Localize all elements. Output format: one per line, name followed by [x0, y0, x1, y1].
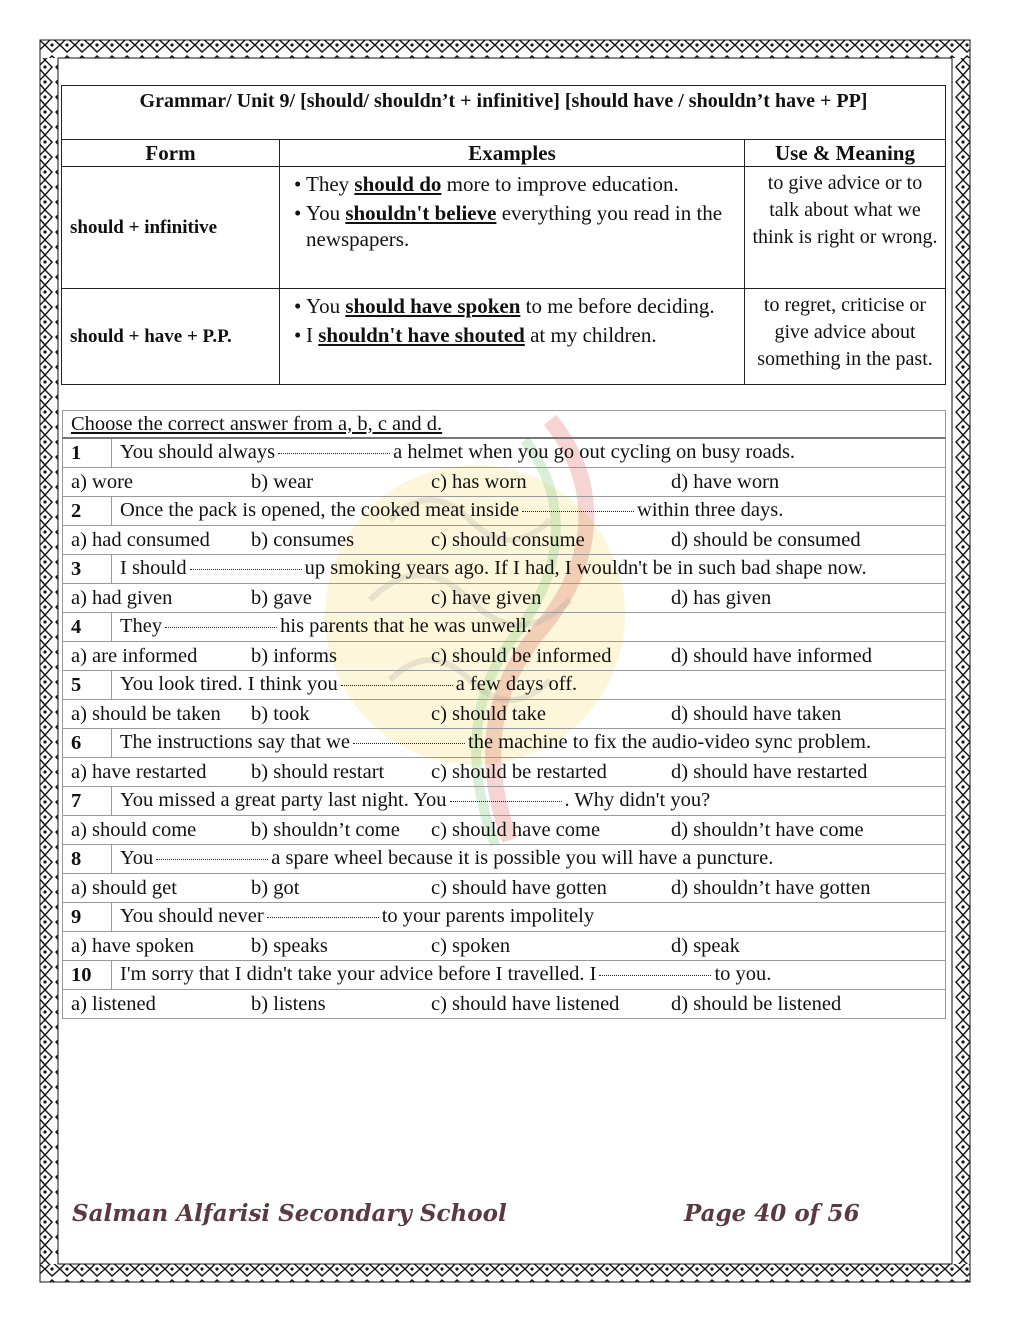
grammar-table	[61, 85, 946, 385]
bullet-icon: •	[294, 323, 302, 347]
option-b[interactable]: b) wear	[251, 470, 314, 493]
option-a[interactable]: a) are informed	[71, 644, 198, 667]
option-c[interactable]: c) should have come	[431, 818, 601, 841]
question-stem: to you.	[714, 963, 772, 985]
option-c[interactable]: c) should have listened	[431, 992, 620, 1015]
options-row	[63, 584, 946, 613]
question-stem: within three days.	[637, 499, 784, 521]
bullet-icon: •	[294, 294, 302, 318]
option-c[interactable]: c) should be informed	[431, 644, 612, 667]
option-b[interactable]: b) should restart	[251, 760, 385, 783]
question-stem: his parents that he was unwell.	[280, 615, 532, 637]
footer-school-name: Salman Alfarisi Secondary School	[72, 1200, 507, 1227]
option-b[interactable]: b) listens	[251, 992, 326, 1015]
option-a[interactable]: a) have spoken	[71, 934, 194, 957]
answer-blank[interactable]	[190, 555, 302, 570]
option-c[interactable]: c) should take	[431, 702, 546, 725]
option-a[interactable]: a) should come	[71, 818, 197, 841]
option-c[interactable]: c) should have gotten	[431, 876, 607, 899]
example-line	[294, 322, 738, 348]
example-keyword: shouldn't believe	[345, 201, 497, 225]
bullet-icon: •	[294, 201, 302, 225]
option-b[interactable]: b) informs	[251, 644, 337, 667]
question-row	[63, 613, 946, 642]
question-stem: They	[120, 615, 163, 637]
options-row	[63, 758, 946, 787]
grammar-row	[62, 289, 946, 385]
question-text	[112, 438, 946, 468]
option-d[interactable]: d) shouldn’t have gotten	[671, 876, 871, 899]
option-a[interactable]: a) should be taken	[71, 702, 221, 725]
option-d[interactable]: d) should be consumed	[671, 528, 861, 551]
use-cell: to give advice or to talk about what we think is right or wrong.	[745, 167, 946, 289]
quiz-table	[62, 410, 946, 1019]
option-a[interactable]: a) listened	[71, 992, 156, 1015]
question-row	[63, 903, 946, 932]
option-a[interactable]: a) should get	[71, 876, 177, 899]
options-row	[63, 816, 946, 845]
question-text	[112, 555, 946, 584]
answer-blank[interactable]	[267, 903, 379, 918]
question-stem: a few days off.	[455, 673, 578, 695]
footer-page-number: Page 40 of 56	[684, 1200, 860, 1227]
options-row	[63, 990, 946, 1019]
example-line	[294, 293, 738, 319]
example-line	[294, 171, 738, 197]
question-text	[112, 613, 946, 642]
options-row	[63, 700, 946, 729]
grammar-header-row	[62, 140, 946, 167]
question-stem: the machine to fix the audio-video sync problem.	[468, 731, 872, 753]
option-d[interactable]: d) should be listened	[671, 992, 842, 1015]
question-stem: The instructions say that we	[120, 731, 351, 753]
example-keyword: should do	[354, 172, 442, 196]
option-d[interactable]: d) speak	[671, 934, 740, 957]
question-text	[112, 497, 946, 526]
question-number: 1	[63, 438, 112, 468]
option-d[interactable]: d) shouldn’t have come	[671, 818, 864, 841]
option-c[interactable]: c) spoken	[431, 934, 511, 957]
question-stem: I'm sorry that I didn't take your advice before I travelled. I	[120, 963, 597, 985]
example-keyword: shouldn't have shouted	[318, 323, 525, 347]
question-stem: You look tired. I think you	[120, 673, 338, 695]
question-number: 10	[63, 961, 112, 990]
question-text	[112, 729, 946, 758]
example-keyword: should have spoken	[345, 294, 521, 318]
answer-blank[interactable]	[599, 961, 711, 976]
option-d[interactable]: d) have worn	[671, 470, 780, 493]
option-a[interactable]: a) have restarted	[71, 760, 207, 783]
header-form: Form	[62, 140, 280, 167]
question-row	[63, 787, 946, 816]
question-row	[63, 671, 946, 700]
question-text	[112, 903, 946, 932]
option-d[interactable]: d) should have taken	[671, 702, 842, 725]
option-d[interactable]: d) should have restarted	[671, 760, 868, 783]
option-b[interactable]: b) shouldn’t come	[251, 818, 400, 841]
option-a[interactable]: a) wore	[71, 470, 134, 493]
question-number: 9	[63, 903, 112, 932]
question-stem: . Why didn't you?	[564, 789, 711, 811]
answer-blank[interactable]	[165, 613, 277, 628]
example-text: I	[306, 323, 319, 347]
answer-blank[interactable]	[353, 729, 465, 744]
question-stem: You missed a great party last night. You	[120, 789, 447, 811]
option-c[interactable]: c) should be restarted	[431, 760, 607, 783]
option-b[interactable]: b) got	[251, 876, 300, 899]
option-b[interactable]: b) gave	[251, 586, 312, 609]
question-number: 5	[63, 671, 112, 700]
option-d[interactable]: d) has given	[671, 586, 772, 609]
question-number: 3	[63, 555, 112, 584]
example-text: to me before deciding.	[520, 294, 715, 318]
options-row	[63, 526, 946, 555]
question-row	[63, 555, 946, 584]
form-cell: should + have + P.P.	[62, 289, 280, 385]
bullet-icon: •	[294, 172, 302, 196]
question-stem: up smoking years ago. If I had, I wouldn't be in such bad shape now.	[304, 557, 867, 579]
example-text: They	[306, 172, 355, 196]
question-stem: Once the pack is opened, the cooked meat inside	[120, 499, 520, 521]
quiz-instruction: Choose the correct answer from a, b, c and d.	[63, 411, 946, 439]
options-row	[63, 932, 946, 961]
grammar-title: Grammar/ Unit 9/ [should/ shouldn’t + infinitive] [should have / shouldn’t have + PP]	[62, 86, 946, 140]
question-stem: You should always	[120, 441, 276, 463]
grammar-row	[62, 167, 946, 289]
options-row	[63, 642, 946, 671]
header-examples: Examples	[280, 140, 745, 167]
question-row	[63, 497, 946, 526]
option-a[interactable]: a) had given	[71, 586, 173, 609]
question-number: 4	[63, 613, 112, 642]
header-use: Use & Meaning	[745, 140, 946, 167]
form-cell: should + infinitive	[62, 167, 280, 289]
question-stem: I should	[120, 557, 187, 579]
question-stem: You should never	[120, 905, 264, 927]
answer-blank[interactable]	[278, 439, 390, 454]
question-number: 2	[63, 497, 112, 526]
question-stem: to your parents impolitely	[381, 905, 595, 927]
question-text	[112, 787, 946, 816]
question-row	[63, 845, 946, 874]
question-number: 6	[63, 729, 112, 758]
option-a[interactable]: a) had consumed	[71, 528, 210, 551]
option-b[interactable]: b) consumes	[251, 528, 355, 551]
example-text: at my children.	[524, 323, 657, 347]
question-row	[63, 729, 946, 758]
question-text	[112, 845, 946, 874]
answer-blank[interactable]	[522, 497, 634, 512]
question-row	[63, 438, 946, 468]
example-text: more to improve education.	[441, 172, 679, 196]
answer-blank[interactable]	[341, 671, 453, 686]
options-row	[63, 874, 946, 903]
use-cell: to regret, criticise or give advice about something in the past.	[745, 289, 946, 385]
question-stem: You	[120, 847, 154, 869]
answer-blank[interactable]	[156, 845, 268, 860]
option-c[interactable]: c) should consume	[431, 528, 585, 551]
option-d[interactable]: d) should have informed	[671, 644, 872, 667]
question-stem: a helmet when you go out cycling on busy roads.	[393, 441, 796, 463]
question-number: 8	[63, 845, 112, 874]
example-text: You	[306, 201, 346, 225]
option-b[interactable]: b) took	[251, 702, 310, 725]
example-text: everything you read in the newspapers.	[306, 201, 723, 251]
option-b[interactable]: b) speaks	[251, 934, 328, 957]
answer-blank[interactable]	[450, 787, 562, 802]
question-row	[63, 961, 946, 990]
question-text	[112, 961, 946, 990]
example-text: You	[306, 294, 346, 318]
examples-cell	[280, 289, 745, 385]
question-number: 7	[63, 787, 112, 816]
option-c[interactable]: c) have given	[431, 586, 542, 609]
example-line	[294, 200, 738, 252]
examples-cell	[280, 167, 745, 289]
option-c[interactable]: c) has worn	[431, 470, 527, 493]
question-text	[112, 671, 946, 700]
options-row	[63, 468, 946, 497]
question-stem: a spare wheel because it is possible you will have a puncture.	[271, 847, 774, 869]
